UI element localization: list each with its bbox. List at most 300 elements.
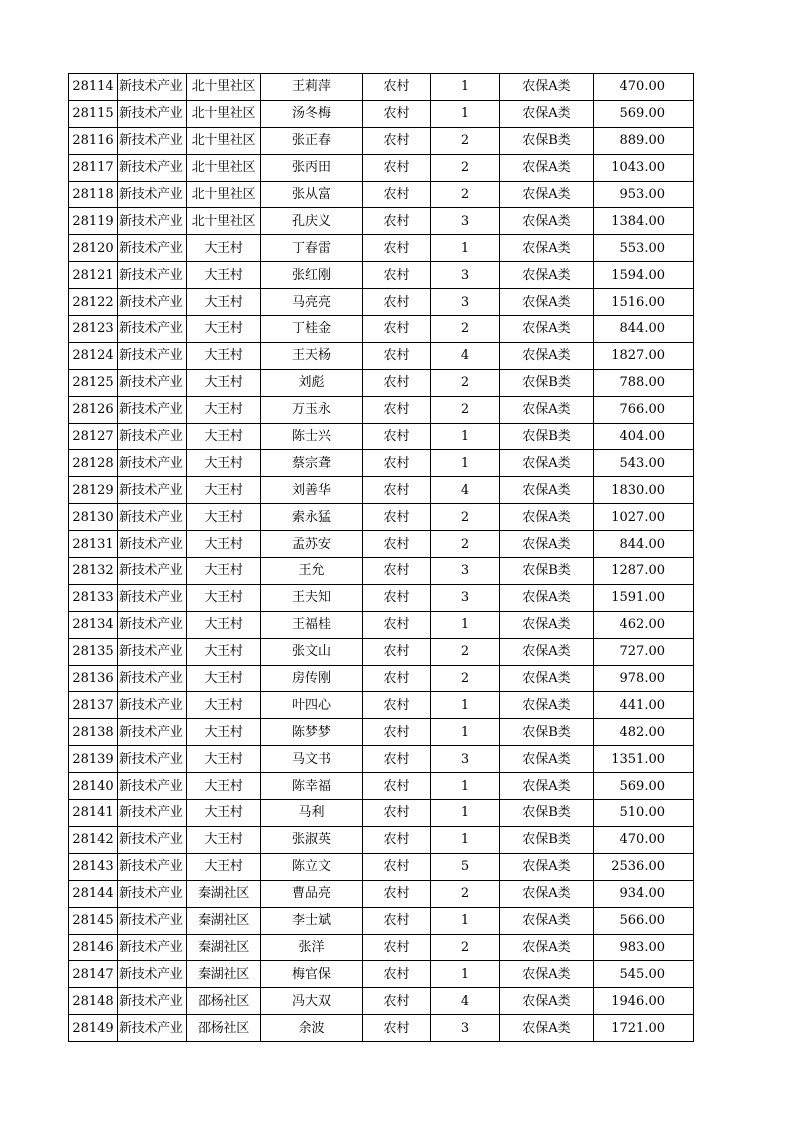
table-row: [69, 826, 694, 853]
community-cell: 大王村: [187, 235, 261, 262]
insurance-category-cell: 农保A类: [500, 853, 594, 880]
household-type-cell: 农村: [363, 504, 431, 531]
insurance-category-cell: 农保A类: [500, 396, 594, 423]
insurance-category-cell: 农保B类: [500, 369, 594, 396]
person-name-cell: 王允: [261, 558, 363, 585]
district-cell: 新技术产业: [118, 746, 187, 773]
household-type-cell: 农村: [363, 262, 431, 289]
member-count-cell: 2: [431, 665, 500, 692]
table-row: [69, 638, 694, 665]
person-name-cell: 刘彪: [261, 369, 363, 396]
record-id-cell: 28133: [69, 584, 118, 611]
amount-cell: 788.00: [594, 369, 694, 396]
person-name-cell: 房传刚: [261, 665, 363, 692]
household-type-cell: 农村: [363, 746, 431, 773]
household-type-cell: 农村: [363, 396, 431, 423]
district-cell: 新技术产业: [118, 235, 187, 262]
table-row: [69, 100, 694, 127]
member-count-cell: 2: [431, 396, 500, 423]
community-cell: 北十里社区: [187, 154, 261, 181]
person-name-cell: 张淑英: [261, 826, 363, 853]
community-cell: 邵杨社区: [187, 1015, 261, 1042]
record-id-cell: 28129: [69, 477, 118, 504]
member-count-cell: 1: [431, 423, 500, 450]
amount-cell: 1027.00: [594, 504, 694, 531]
table-row: [69, 342, 694, 369]
amount-cell: 543.00: [594, 450, 694, 477]
table-row: [69, 504, 694, 531]
table-row: [69, 316, 694, 343]
insurance-category-cell: 农保A类: [500, 74, 594, 101]
district-cell: 新技术产业: [118, 934, 187, 961]
record-id-cell: 28120: [69, 235, 118, 262]
member-count-cell: 2: [431, 154, 500, 181]
person-name-cell: 汤冬梅: [261, 100, 363, 127]
person-name-cell: 曹品亮: [261, 880, 363, 907]
record-id-cell: 28114: [69, 74, 118, 101]
insurance-category-cell: 农保A类: [500, 880, 594, 907]
member-count-cell: 1: [431, 100, 500, 127]
household-type-cell: 农村: [363, 719, 431, 746]
household-type-cell: 农村: [363, 611, 431, 638]
district-cell: 新技术产业: [118, 531, 187, 558]
record-id-cell: 28121: [69, 262, 118, 289]
table-row: [69, 531, 694, 558]
person-name-cell: 陈士兴: [261, 423, 363, 450]
member-count-cell: 4: [431, 988, 500, 1015]
district-cell: 新技术产业: [118, 853, 187, 880]
member-count-cell: 1: [431, 907, 500, 934]
table-row: [69, 665, 694, 692]
person-name-cell: 孟苏安: [261, 531, 363, 558]
record-id-cell: 28145: [69, 907, 118, 934]
household-type-cell: 农村: [363, 477, 431, 504]
household-type-cell: 农村: [363, 773, 431, 800]
district-cell: 新技术产业: [118, 477, 187, 504]
member-count-cell: 1: [431, 826, 500, 853]
member-count-cell: 1: [431, 450, 500, 477]
household-type-cell: 农村: [363, 127, 431, 154]
community-cell: 大王村: [187, 584, 261, 611]
member-count-cell: 1: [431, 692, 500, 719]
person-name-cell: 丁春雷: [261, 235, 363, 262]
insurance-category-cell: 农保B类: [500, 800, 594, 827]
member-count-cell: 1: [431, 74, 500, 101]
community-cell: 大王村: [187, 638, 261, 665]
community-cell: 大王村: [187, 262, 261, 289]
community-cell: 大王村: [187, 826, 261, 853]
amount-cell: 1946.00: [594, 988, 694, 1015]
community-cell: 大王村: [187, 719, 261, 746]
community-cell: 大王村: [187, 423, 261, 450]
record-id-cell: 28119: [69, 208, 118, 235]
person-name-cell: 张从富: [261, 181, 363, 208]
record-id-cell: 28143: [69, 853, 118, 880]
insurance-category-cell: 农保A类: [500, 746, 594, 773]
household-type-cell: 农村: [363, 369, 431, 396]
amount-cell: 889.00: [594, 127, 694, 154]
insurance-category-cell: 农保A类: [500, 611, 594, 638]
household-type-cell: 农村: [363, 558, 431, 585]
community-cell: 大王村: [187, 531, 261, 558]
district-cell: 新技术产业: [118, 611, 187, 638]
record-id-cell: 28140: [69, 773, 118, 800]
amount-cell: 934.00: [594, 880, 694, 907]
table-row: [69, 477, 694, 504]
record-id-cell: 28126: [69, 396, 118, 423]
insurance-category-cell: 农保A类: [500, 665, 594, 692]
district-cell: 新技术产业: [118, 880, 187, 907]
person-name-cell: 陈梦梦: [261, 719, 363, 746]
community-cell: 大王村: [187, 450, 261, 477]
table-row: [69, 181, 694, 208]
district-cell: 新技术产业: [118, 773, 187, 800]
community-cell: 大王村: [187, 504, 261, 531]
person-name-cell: 冯大双: [261, 988, 363, 1015]
community-cell: 秦湖社区: [187, 934, 261, 961]
community-cell: 北十里社区: [187, 208, 261, 235]
record-id-cell: 28144: [69, 880, 118, 907]
member-count-cell: 4: [431, 477, 500, 504]
insurance-category-cell: 农保A类: [500, 504, 594, 531]
table-row: [69, 396, 694, 423]
amount-cell: 844.00: [594, 316, 694, 343]
person-name-cell: 马亮亮: [261, 289, 363, 316]
person-name-cell: 马文书: [261, 746, 363, 773]
amount-cell: 569.00: [594, 773, 694, 800]
district-cell: 新技术产业: [118, 342, 187, 369]
amount-cell: 566.00: [594, 907, 694, 934]
member-count-cell: 3: [431, 208, 500, 235]
district-cell: 新技术产业: [118, 100, 187, 127]
member-count-cell: 3: [431, 558, 500, 585]
record-id-cell: 28132: [69, 558, 118, 585]
person-name-cell: 王夫知: [261, 584, 363, 611]
record-id-cell: 28118: [69, 181, 118, 208]
table-row: [69, 262, 694, 289]
member-count-cell: 2: [431, 127, 500, 154]
person-name-cell: 王天杨: [261, 342, 363, 369]
insurance-category-cell: 农保B类: [500, 127, 594, 154]
person-name-cell: 张洋: [261, 934, 363, 961]
insurance-category-cell: 农保B类: [500, 826, 594, 853]
member-count-cell: 1: [431, 719, 500, 746]
community-cell: 北十里社区: [187, 100, 261, 127]
district-cell: 新技术产业: [118, 961, 187, 988]
member-count-cell: 2: [431, 880, 500, 907]
person-name-cell: 陈立文: [261, 853, 363, 880]
insurance-category-cell: 农保A类: [500, 961, 594, 988]
household-type-cell: 农村: [363, 665, 431, 692]
district-cell: 新技术产业: [118, 396, 187, 423]
household-type-cell: 农村: [363, 235, 431, 262]
roster-table: [68, 73, 694, 1042]
record-id-cell: 28127: [69, 423, 118, 450]
district-cell: 新技术产业: [118, 800, 187, 827]
amount-cell: 1384.00: [594, 208, 694, 235]
community-cell: 大王村: [187, 665, 261, 692]
person-name-cell: 李士斌: [261, 907, 363, 934]
community-cell: 大王村: [187, 800, 261, 827]
record-id-cell: 28137: [69, 692, 118, 719]
amount-cell: 1827.00: [594, 342, 694, 369]
record-id-cell: 28146: [69, 934, 118, 961]
member-count-cell: 2: [431, 638, 500, 665]
table-row: [69, 1015, 694, 1042]
table-row: [69, 746, 694, 773]
amount-cell: 1351.00: [594, 746, 694, 773]
table-row: [69, 880, 694, 907]
table-row: [69, 907, 694, 934]
amount-cell: 1043.00: [594, 154, 694, 181]
household-type-cell: 农村: [363, 880, 431, 907]
table-row: [69, 235, 694, 262]
household-type-cell: 农村: [363, 800, 431, 827]
household-type-cell: 农村: [363, 208, 431, 235]
district-cell: 新技术产业: [118, 262, 187, 289]
district-cell: 新技术产业: [118, 584, 187, 611]
person-name-cell: 张红刚: [261, 262, 363, 289]
household-type-cell: 农村: [363, 316, 431, 343]
record-id-cell: 28135: [69, 638, 118, 665]
table-row: [69, 961, 694, 988]
insurance-category-cell: 农保A类: [500, 262, 594, 289]
amount-cell: 553.00: [594, 235, 694, 262]
table-row: [69, 853, 694, 880]
record-id-cell: 28116: [69, 127, 118, 154]
household-type-cell: 农村: [363, 907, 431, 934]
record-id-cell: 28136: [69, 665, 118, 692]
insurance-category-cell: 农保A类: [500, 450, 594, 477]
district-cell: 新技术产业: [118, 907, 187, 934]
amount-cell: 1830.00: [594, 477, 694, 504]
insurance-category-cell: 农保A类: [500, 181, 594, 208]
insurance-category-cell: 农保B类: [500, 423, 594, 450]
district-cell: 新技术产业: [118, 74, 187, 101]
amount-cell: 404.00: [594, 423, 694, 450]
amount-cell: 1591.00: [594, 584, 694, 611]
community-cell: 邵杨社区: [187, 988, 261, 1015]
insurance-category-cell: 农保A类: [500, 289, 594, 316]
household-type-cell: 农村: [363, 584, 431, 611]
community-cell: 大王村: [187, 477, 261, 504]
person-name-cell: 王福桂: [261, 611, 363, 638]
household-type-cell: 农村: [363, 853, 431, 880]
table-row: [69, 773, 694, 800]
member-count-cell: 2: [431, 504, 500, 531]
community-cell: 大王村: [187, 692, 261, 719]
table-row: [69, 800, 694, 827]
person-name-cell: 余波: [261, 1015, 363, 1042]
household-type-cell: 农村: [363, 638, 431, 665]
household-type-cell: 农村: [363, 154, 431, 181]
table-row: [69, 154, 694, 181]
table-row: [69, 692, 694, 719]
table-row: [69, 369, 694, 396]
record-id-cell: 28147: [69, 961, 118, 988]
record-id-cell: 28117: [69, 154, 118, 181]
insurance-category-cell: 农保A类: [500, 692, 594, 719]
amount-cell: 1516.00: [594, 289, 694, 316]
record-id-cell: 28130: [69, 504, 118, 531]
amount-cell: 766.00: [594, 396, 694, 423]
member-count-cell: 2: [431, 316, 500, 343]
record-id-cell: 28134: [69, 611, 118, 638]
community-cell: 大王村: [187, 342, 261, 369]
district-cell: 新技术产业: [118, 154, 187, 181]
community-cell: 大王村: [187, 316, 261, 343]
insurance-category-cell: 农保A类: [500, 100, 594, 127]
household-type-cell: 农村: [363, 934, 431, 961]
amount-cell: 569.00: [594, 100, 694, 127]
district-cell: 新技术产业: [118, 826, 187, 853]
member-count-cell: 2: [431, 934, 500, 961]
household-type-cell: 农村: [363, 100, 431, 127]
community-cell: 秦湖社区: [187, 907, 261, 934]
member-count-cell: 4: [431, 342, 500, 369]
amount-cell: 441.00: [594, 692, 694, 719]
insurance-category-cell: 农保A类: [500, 531, 594, 558]
member-count-cell: 3: [431, 1015, 500, 1042]
insurance-category-cell: 农保A类: [500, 208, 594, 235]
community-cell: 大王村: [187, 853, 261, 880]
household-type-cell: 农村: [363, 988, 431, 1015]
person-name-cell: 万玉永: [261, 396, 363, 423]
person-name-cell: 蔡宗聋: [261, 450, 363, 477]
record-id-cell: 28141: [69, 800, 118, 827]
district-cell: 新技术产业: [118, 558, 187, 585]
community-cell: 大王村: [187, 369, 261, 396]
district-cell: 新技术产业: [118, 423, 187, 450]
amount-cell: 1287.00: [594, 558, 694, 585]
insurance-category-cell: 农保A类: [500, 342, 594, 369]
insurance-category-cell: 农保A类: [500, 316, 594, 343]
household-type-cell: 农村: [363, 531, 431, 558]
district-cell: 新技术产业: [118, 289, 187, 316]
amount-cell: 727.00: [594, 638, 694, 665]
household-type-cell: 农村: [363, 423, 431, 450]
person-name-cell: 梅官保: [261, 961, 363, 988]
member-count-cell: 3: [431, 584, 500, 611]
insurance-category-cell: 农保A类: [500, 907, 594, 934]
insurance-category-cell: 农保B类: [500, 558, 594, 585]
record-id-cell: 28115: [69, 100, 118, 127]
household-type-cell: 农村: [363, 692, 431, 719]
member-count-cell: 1: [431, 235, 500, 262]
person-name-cell: 张文山: [261, 638, 363, 665]
person-name-cell: 孔庆义: [261, 208, 363, 235]
amount-cell: 482.00: [594, 719, 694, 746]
amount-cell: 470.00: [594, 826, 694, 853]
record-id-cell: 28128: [69, 450, 118, 477]
member-count-cell: 2: [431, 369, 500, 396]
record-id-cell: 28139: [69, 746, 118, 773]
record-id-cell: 28142: [69, 826, 118, 853]
household-type-cell: 农村: [363, 181, 431, 208]
record-id-cell: 28131: [69, 531, 118, 558]
table-row: [69, 934, 694, 961]
table-row: [69, 74, 694, 101]
community-cell: 秦湖社区: [187, 880, 261, 907]
district-cell: 新技术产业: [118, 504, 187, 531]
household-type-cell: 农村: [363, 289, 431, 316]
person-name-cell: 马利: [261, 800, 363, 827]
person-name-cell: 陈幸福: [261, 773, 363, 800]
member-count-cell: 2: [431, 181, 500, 208]
community-cell: 秦湖社区: [187, 961, 261, 988]
district-cell: 新技术产业: [118, 450, 187, 477]
community-cell: 大王村: [187, 558, 261, 585]
table-row: [69, 611, 694, 638]
amount-cell: 470.00: [594, 74, 694, 101]
record-id-cell: 28123: [69, 316, 118, 343]
record-id-cell: 28138: [69, 719, 118, 746]
community-cell: 大王村: [187, 773, 261, 800]
member-count-cell: 3: [431, 746, 500, 773]
table-row: [69, 208, 694, 235]
insurance-category-cell: 农保A类: [500, 988, 594, 1015]
amount-cell: 510.00: [594, 800, 694, 827]
table-row: [69, 423, 694, 450]
table-row: [69, 558, 694, 585]
member-count-cell: 1: [431, 961, 500, 988]
household-type-cell: 农村: [363, 826, 431, 853]
amount-cell: 462.00: [594, 611, 694, 638]
district-cell: 新技术产业: [118, 127, 187, 154]
community-cell: 北十里社区: [187, 127, 261, 154]
member-count-cell: 1: [431, 611, 500, 638]
person-name-cell: 张丙田: [261, 154, 363, 181]
insurance-category-cell: 农保A类: [500, 584, 594, 611]
community-cell: 北十里社区: [187, 181, 261, 208]
district-cell: 新技术产业: [118, 665, 187, 692]
table-row: [69, 450, 694, 477]
amount-cell: 545.00: [594, 961, 694, 988]
amount-cell: 1721.00: [594, 1015, 694, 1042]
community-cell: 大王村: [187, 611, 261, 638]
member-count-cell: 3: [431, 262, 500, 289]
district-cell: 新技术产业: [118, 1015, 187, 1042]
amount-cell: 953.00: [594, 181, 694, 208]
district-cell: 新技术产业: [118, 692, 187, 719]
member-count-cell: 5: [431, 853, 500, 880]
amount-cell: 1594.00: [594, 262, 694, 289]
community-cell: 大王村: [187, 746, 261, 773]
household-type-cell: 农村: [363, 961, 431, 988]
amount-cell: 983.00: [594, 934, 694, 961]
amount-cell: 844.00: [594, 531, 694, 558]
table-row: [69, 289, 694, 316]
household-type-cell: 农村: [363, 342, 431, 369]
insurance-category-cell: 农保A类: [500, 235, 594, 262]
insurance-category-cell: 农保A类: [500, 773, 594, 800]
district-cell: 新技术产业: [118, 988, 187, 1015]
amount-cell: 978.00: [594, 665, 694, 692]
record-id-cell: 28149: [69, 1015, 118, 1042]
person-name-cell: 张正春: [261, 127, 363, 154]
person-name-cell: 丁桂金: [261, 316, 363, 343]
household-type-cell: 农村: [363, 1015, 431, 1042]
table-row: [69, 719, 694, 746]
district-cell: 新技术产业: [118, 638, 187, 665]
insurance-category-cell: 农保A类: [500, 934, 594, 961]
district-cell: 新技术产业: [118, 369, 187, 396]
record-id-cell: 28124: [69, 342, 118, 369]
insurance-category-cell: 农保A类: [500, 154, 594, 181]
member-count-cell: 2: [431, 531, 500, 558]
person-name-cell: 索永猛: [261, 504, 363, 531]
member-count-cell: 1: [431, 800, 500, 827]
